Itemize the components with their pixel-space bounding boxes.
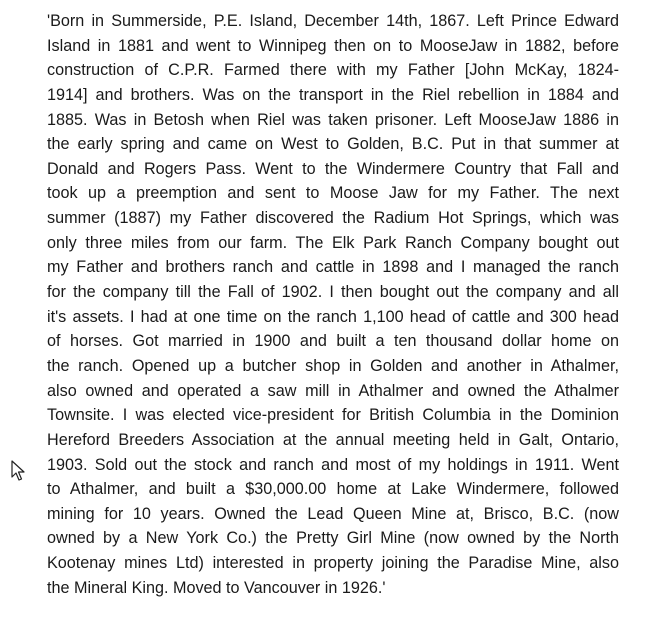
paragraph-line: only three miles from our farm. The Elk Park Ranch Company bought out [47,233,619,252]
paragraph-line: Donald and Rogers Pass. Went to the Windermere Country that Fall and [47,159,619,178]
paragraph-line: Hereford Breeders Association at the annual meeting held in Galt, Ontario, [47,430,619,449]
paragraph-line: my Father and brothers ranch and cattle in 1898 and I managed the ranch [47,258,619,277]
paragraph-line: summer (1887) my Father discovered the Radium Hot Springs, which was [47,209,619,228]
paragraph-line: 1885. Was in Betosh when Riel was taken prisoner. Left MooseJaw 1886 in [47,110,619,129]
paragraph-line: to Athalmer, and built a $30,000.00 home at Lake Windermere, followed [47,480,619,499]
mouse-pointer-icon [11,460,25,482]
paragraph-line: for the company till the Fall of 1902. I then bought out the company and all [47,283,619,302]
paragraph-line: owned by a New York Co.) the Pretty Girl Mine (now owned by the North [47,529,619,548]
paragraph-line: 1903. Sold out the stock and ranch and most of my holdings in 1911. Went [47,455,619,474]
paragraph-line: Townsite. I was elected vice-president for British Columbia in the Dominion [47,406,619,425]
paragraph-line: mining for 10 years. Owned the Lead Queen Mine at, Brisco, B.C. (now [47,504,619,523]
paragraph-line: of horses. Got married in 1900 and built a ten thousand dollar home on [47,332,619,351]
paragraph-line: took up a preemption and sent to Moose Jaw for my Father. The next [47,184,619,203]
paragraph-line: the Mineral King. Moved to Vancouver in 1926.' [47,578,386,597]
paragraph-line: 1914] and brothers. Was on the transport in the Riel rebellion in 1884 and [47,85,619,104]
paragraph-line: Island in 1881 and went to Winnipeg then on to MooseJaw in 1882, before [47,36,619,55]
paragraph-line: Kootenay mines Ltd) interested in property joining the Paradise Mine, also [47,554,619,573]
paragraph-line: the ranch. Opened up a butcher shop in Golden and another in Athalmer, [47,356,619,375]
paragraph-line: also owned and operated a saw mill in Athalmer and owned the Athalmer [47,381,619,400]
paragraph-line: construction of C.P.R. Farmed there with my Father [John McKay, 1824- [47,61,619,80]
quoted-biography-paragraph [47,9,619,600]
paragraph-line: the early spring and came on West to Golden, B.C. Put in that summer at [47,135,619,154]
paragraph-line: it's assets. I had at one time on the ranch 1,100 head of cattle and 300 head [47,307,619,326]
paragraph-line: 'Born in Summerside, P.E. Island, December 14th, 1867. Left Prince Edward [47,12,619,30]
